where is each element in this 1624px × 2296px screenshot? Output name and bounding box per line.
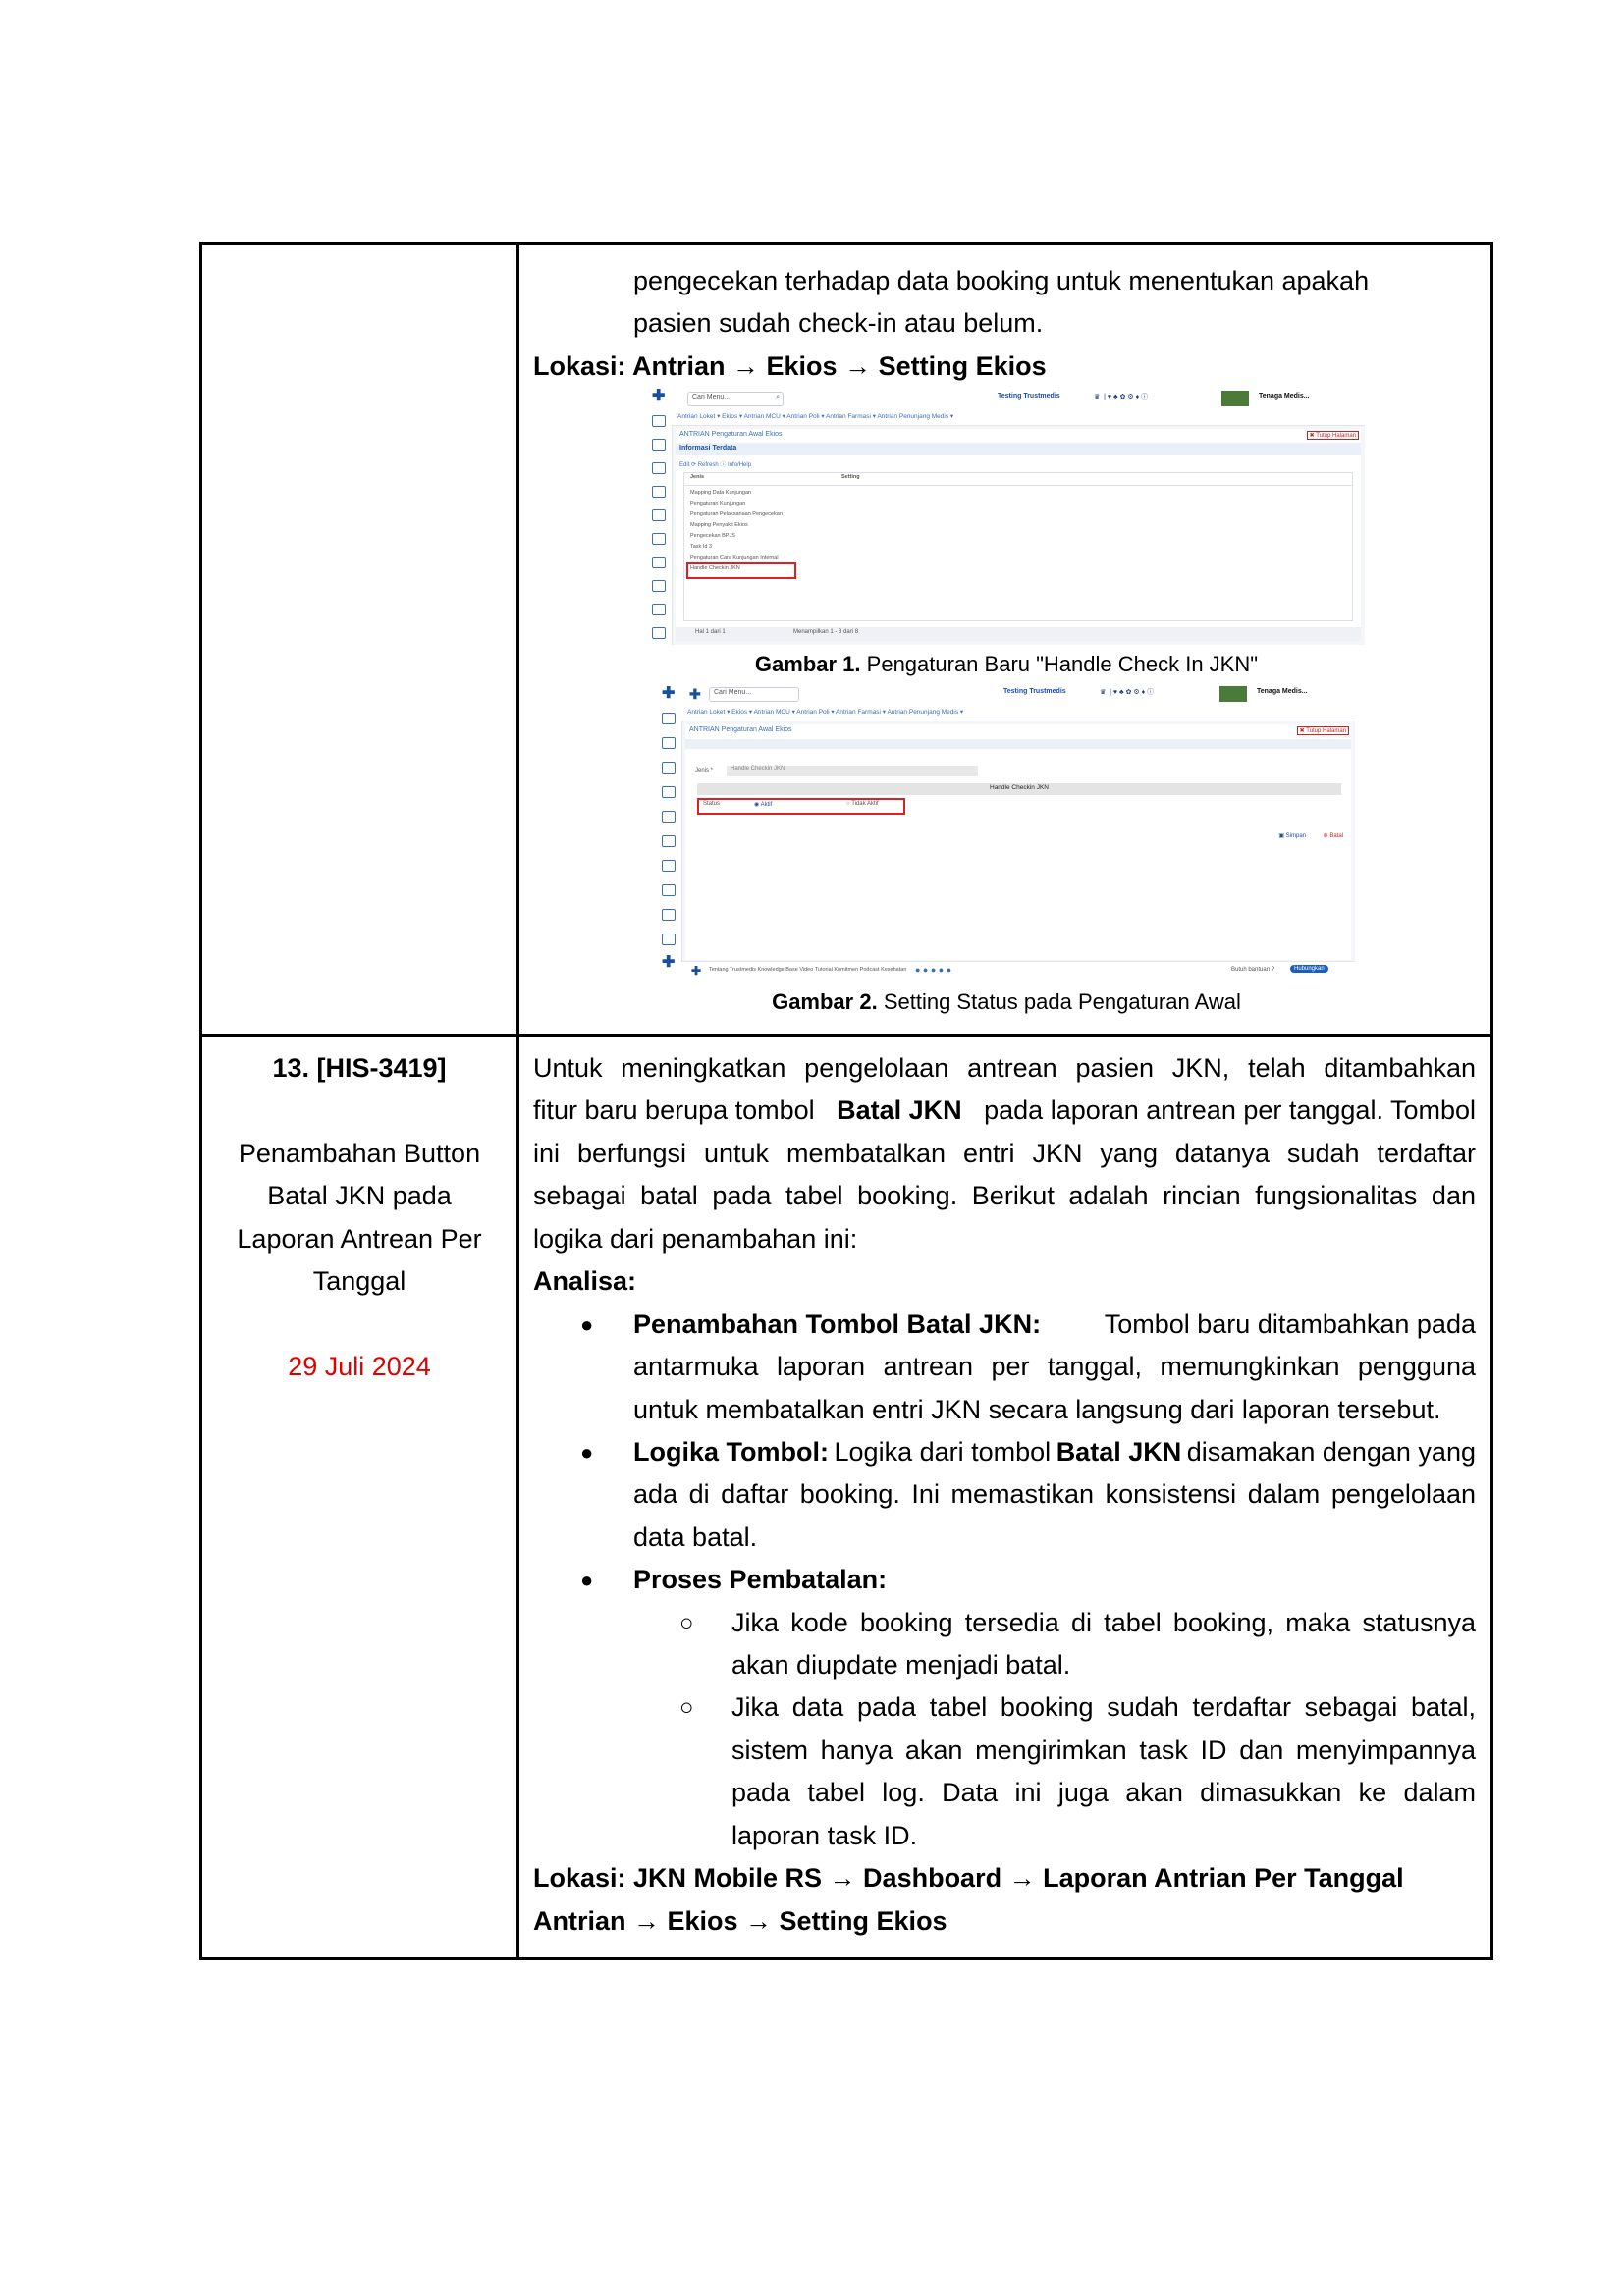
money-icon <box>652 557 666 568</box>
bullet1-line2: antarmuka laporan antrean per tanggal, memungkinkan pengguna <box>633 1352 1476 1381</box>
para-line5: logika dari penambahan ini: <box>533 1224 858 1254</box>
search-placeholder: Cari Menu... <box>692 394 731 400</box>
pill-icon <box>652 533 666 545</box>
para-line2-a: fitur baru berupa tombol <box>533 1095 815 1125</box>
help-button[interactable]: Hubungkan <box>1290 965 1328 973</box>
figure1-caption-text: Pengaturan Baru "Handle Check In JKN" <box>866 652 1259 676</box>
bullet3-title: Proses Pembatalan: <box>633 1565 888 1594</box>
logo-icon: ✚ <box>689 686 701 702</box>
search-input[interactable] <box>687 392 784 406</box>
cancel-button[interactable]: ⊗ Batal <box>1323 833 1343 839</box>
pager[interactable]: Hal 1 dari 1 <box>695 629 726 635</box>
para-line4: sebagai batal pada tabel booking. Berikut adalah rincian fungsionalitas dan <box>533 1181 1476 1210</box>
dashboard-icon <box>652 439 666 451</box>
ticket-title-line1: Penambahan Button <box>238 1139 481 1168</box>
para-line2-bold: Batal JKN <box>837 1095 962 1125</box>
row12-intro-line2: pasien sudah check-in atau belum. <box>633 308 1044 338</box>
bullet1-line1 <box>633 1304 1476 1347</box>
app-name: Testing Trustmedis <box>1003 688 1066 695</box>
user-icon <box>662 786 676 798</box>
bullet2-line3: data batal. <box>633 1522 758 1552</box>
bullet1-line3: untuk membatalkan entri JKN secara langsung dari laporan tersebut. <box>633 1395 1441 1424</box>
breadcrumb: ANTRIAN Pengaturan Awal Ekios <box>679 431 783 438</box>
search-icon: ⌕ <box>776 394 780 400</box>
grid-row[interactable]: Task Id 3 <box>690 544 713 550</box>
section-header <box>685 739 1351 749</box>
radio-aktif-label: Aktif <box>760 802 773 808</box>
status-label: Status <box>703 801 721 807</box>
dashboard-icon <box>662 737 676 749</box>
menu-icon <box>652 415 666 427</box>
bullet2-line2: ada di daftar booking. Ini memastikan konsistensi dalam pengelolaan <box>633 1479 1476 1509</box>
footer <box>681 961 1355 982</box>
bullet2-text-b: disamakan dengan yang <box>1186 1437 1476 1467</box>
pager-info: Menampilkan 1 - 8 dari 8 <box>793 629 859 635</box>
help-text: Butuh bantuan ? <box>1231 967 1275 973</box>
ticket-title-line3: Laporan Antrean Per <box>237 1224 482 1254</box>
row12-intro-line1: pengecekan terhadap data booking untuk menentukan apakah <box>633 266 1370 295</box>
sidebar <box>646 388 673 645</box>
panel-header <box>697 783 1341 795</box>
location-line2: Antrian → Ekios → Setting Ekios <box>533 1906 947 1936</box>
doctor-icon <box>662 811 676 823</box>
main-menu[interactable] <box>672 409 1365 426</box>
grid-row-handle-checkin[interactable]: Handle Checkin JKN <box>690 565 740 571</box>
avatar[interactable] <box>1219 686 1247 702</box>
figure2-caption-label: Gambar 2. <box>772 989 878 1014</box>
bullet1-title: Penambahan Tombol Batal JKN: <box>633 1309 1042 1339</box>
toolbar-icons: ♛ | ♥ ♣ ✿ ⚙ ♦ ⓘ <box>1100 689 1155 696</box>
app-name: Testing Trustmedis <box>998 393 1060 400</box>
grid-row[interactable]: Mapping Data Kunjungan <box>690 490 752 496</box>
sub2-line1: Jika data pada tabel booking sudah terdaftar sebagai batal, <box>731 1692 1476 1722</box>
menu-icon <box>662 713 676 724</box>
card-icon <box>662 762 676 774</box>
close-tab-button[interactable]: ✖ Tutup Halaman <box>1307 431 1359 440</box>
search-placeholder: Cari Menu... <box>714 689 752 696</box>
logo-plus-icon: ✚ <box>662 685 676 702</box>
user-label[interactable]: Tenaga Medis... <box>1259 393 1310 400</box>
grid-row[interactable]: Mapping Penyakit Ekios <box>690 522 748 528</box>
section-header <box>676 443 1361 455</box>
bullet-icon: ● <box>580 1440 594 1465</box>
para-line2 <box>533 1090 1476 1133</box>
drop-icon <box>652 580 666 592</box>
sidebar <box>656 683 682 982</box>
panel-title: Handle Checkin JKN <box>990 784 1049 791</box>
figure1-screenshot <box>646 388 1365 645</box>
grid-row[interactable]: Pengecekan BPJS <box>690 533 735 539</box>
add-icon: ✚ <box>662 954 676 971</box>
save-label: Simpan <box>1285 833 1306 839</box>
bullet-icon: ● <box>580 1312 594 1337</box>
pill-icon <box>662 835 676 847</box>
top-bar <box>672 388 1365 410</box>
breadcrumb: ANTRIAN Pengaturan Awal Ekios <box>689 726 792 733</box>
content-panel <box>685 724 1351 960</box>
ticket-title-line4: Tanggal <box>312 1266 406 1296</box>
search-input[interactable] <box>709 687 799 702</box>
col-setting: Setting <box>841 474 860 480</box>
sub2-line2: sistem hanya akan mengirimkan task ID dan menyimpannya <box>731 1735 1476 1765</box>
col-jenis: Jenis <box>690 474 705 480</box>
grid-row[interactable]: Pengaturan Pelaksanaan Pengecekan <box>690 511 783 517</box>
analisa-heading: Analisa: <box>533 1266 637 1296</box>
sub1-line1: Jika kode booking tersedia di tabel booking, maka statusnya <box>731 1608 1476 1637</box>
ticket-title-line2: Batal JKN pada <box>267 1181 452 1210</box>
main-menu[interactable] <box>681 705 1355 721</box>
jenis-field[interactable] <box>727 766 978 776</box>
ticket-date: 29 Juli 2024 <box>288 1352 431 1381</box>
bullet2-bold: Batal JKN <box>1056 1437 1182 1467</box>
sub2-line4: laporan task ID. <box>731 1821 918 1850</box>
money-icon <box>662 860 676 872</box>
figure2-caption-text: Setting Status pada Pengaturan Awal <box>883 989 1241 1014</box>
sub1-line2: akan diupdate menjadi batal. <box>731 1650 1071 1680</box>
avatar[interactable] <box>1221 391 1249 406</box>
report-icon <box>652 627 666 639</box>
location-line1: Lokasi: JKN Mobile RS → Dashboard → Laporan Antrian Per Tanggal <box>533 1863 1404 1893</box>
grid-row[interactable]: Pengaturan Kunjungan <box>690 501 746 507</box>
report-icon <box>662 934 676 945</box>
toolbar-icons: ♛ | ♥ ♣ ✿ ⚙ ♦ ⓘ <box>1094 394 1149 400</box>
logo-plus-icon: ✚ <box>652 388 666 404</box>
figure1-caption-label: Gambar 1. <box>754 652 861 676</box>
user-icon <box>652 486 666 498</box>
row-divider <box>202 1034 1490 1037</box>
footer-links[interactable]: Tentang Trustmedis Knowledge Base Video Tutorial Komitmen Podcast Kesehatan <box>709 967 907 973</box>
settings-grid <box>683 472 1353 621</box>
main-menu-items[interactable]: Antrian Loket ▾ Ekios ▾ Antrian MCU ▾ Antrian Poli ▾ Antrian Farmasi ▾ Antrian Penunjang Medis ▾ <box>677 413 954 420</box>
close-tab-button[interactable]: ✖ Tutup Halaman <box>1297 726 1349 735</box>
para-line3: ini berfungsi untuk membatalkan entri JKN yang datanya sudah terdaftar <box>533 1139 1476 1168</box>
grid-toolbar[interactable]: Edit ⟳ Refresh ⓘ Info/Help <box>679 462 752 468</box>
highlight-box <box>686 562 796 579</box>
drop-icon <box>662 884 676 896</box>
content-panel <box>676 429 1361 641</box>
sub-bullet-icon: ○ <box>679 1610 694 1636</box>
sub2-line3: pada tabel log. Data ini juga akan dimasukkan ke dalam <box>731 1778 1476 1807</box>
person-icon <box>652 604 666 615</box>
para-line1: Untuk meningkatkan pengelolaan antrean pasien JKN, telah ditambahkan <box>533 1053 1476 1083</box>
footer-logo-icon: ✚ <box>691 964 702 978</box>
jenis-value: Handle Checkin JKN <box>731 766 785 772</box>
ticket-number: 13. [HIS-3419] <box>272 1053 447 1083</box>
section-title: Informasi Terdata <box>679 445 737 452</box>
column-divider <box>516 245 519 1957</box>
bullet2-title: Logika Tombol: <box>633 1437 829 1467</box>
card-icon <box>652 462 666 474</box>
top-bar <box>681 683 1355 706</box>
bullet-icon: ● <box>580 1568 594 1592</box>
figure2-caption <box>519 985 1493 1020</box>
radio-aktif[interactable]: ◉ Aktif <box>754 802 773 808</box>
user-label[interactable]: Tenaga Medis... <box>1257 688 1308 695</box>
radio-tidak-aktif-label: Tidak Aktif <box>851 801 879 807</box>
bullet2-text-a: Logika dari tombol <box>834 1437 1052 1467</box>
sub-bullet-icon: ○ <box>679 1694 694 1721</box>
figure1-caption <box>519 647 1493 682</box>
row12-location: Lokasi: Antrian → Ekios → Setting Ekios <box>533 351 1047 381</box>
bullet1-text: Tombol baru ditambahkan pada <box>1104 1309 1476 1339</box>
status-highlight-box <box>697 798 905 815</box>
person-icon <box>662 909 676 921</box>
pager-bar <box>676 627 1361 641</box>
doctor-icon <box>652 509 666 521</box>
cancel-label: Batal <box>1329 833 1343 839</box>
figure2-screenshot <box>656 683 1355 982</box>
social-icons[interactable]: ● ● ● ● ● <box>915 965 952 975</box>
changelog-table <box>199 242 1493 1960</box>
main-menu-items[interactable]: Antrian Loket ▾ Ekios ▾ Antrian MCU ▾ Antrian Poli ▾ Antrian Farmasi ▾ Antrian Penunjang Medis ▾ <box>687 709 964 716</box>
save-button[interactable]: ▣ Simpan <box>1278 833 1306 839</box>
grid-row[interactable]: Pengaturan Cara Kunjungan Internal <box>690 555 779 561</box>
bullet2-line1 <box>633 1431 1476 1474</box>
jenis-label: Jenis * <box>695 768 714 774</box>
grid-header <box>684 473 1352 486</box>
radio-tidak-aktif[interactable]: ○ Tidak Aktif <box>846 801 879 807</box>
para-line2-b: pada laporan antrean per tanggal. Tombol <box>984 1095 1476 1125</box>
